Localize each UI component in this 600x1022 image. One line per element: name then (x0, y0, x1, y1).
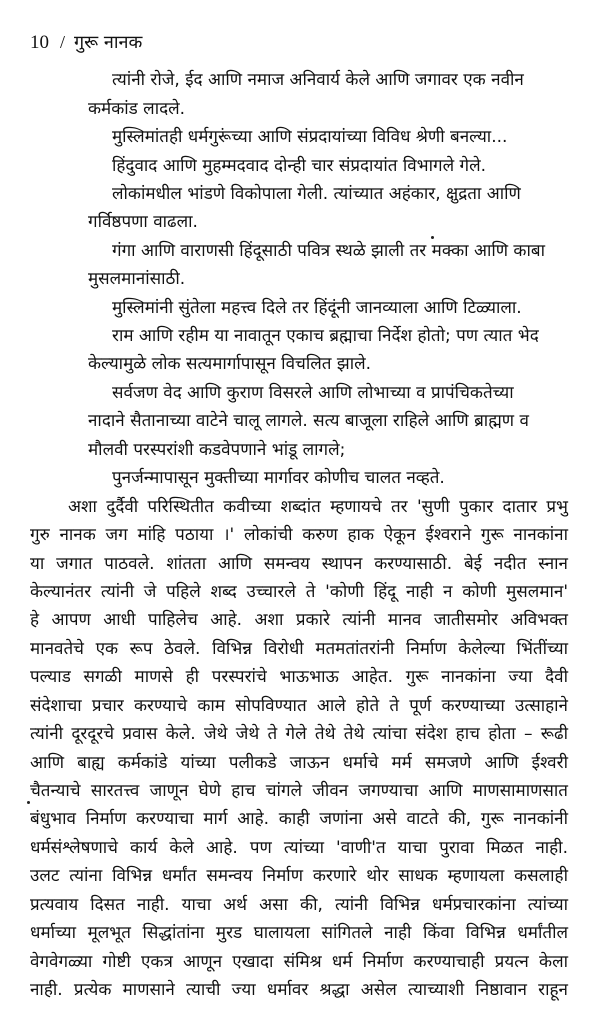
paragraph-line: बंधुभाव निर्माण करण्याचा मार्ग आहे. काही जणांना असे वाटते की, गुरू नानकांनी (30, 809, 568, 829)
paragraph-line: या जगात पाठवले. शांतता आणि समन्वय स्थापन करण्यासाठी. बेई नदीत स्नान (30, 554, 568, 574)
paragraph-line: गुरु नानक जग मांहि पठाया ।' लोकांची करुण हाक ऐकून ईश्वराने गुरू नानकांना (30, 525, 568, 545)
paragraph-line: धर्माच्या मूलभूत सिद्धांतांना मुरड घालायला सांगितले नाही किंवा विभिन्न धर्मांतील (30, 923, 568, 943)
paragraph-line: नाही. प्रत्येक माणसाने त्याची ज्या धर्मावर श्रद्धा असेल त्याच्याशी निष्ठावान राहून (30, 980, 568, 1000)
paragraph-line: वेगवेगळ्या गोष्टी एकत्र आणून एखादा संमिश्र धर्म निर्माण करण्याचाही प्रयत्न केला (30, 952, 568, 972)
paragraph-line: त्यांनी दूरदूरचे प्रवास केले. जेथे जेथे ते गेले तेथे तेथे त्यांचा संदेश हाच होता – रूढी (30, 724, 568, 744)
verse-line: राम आणि रहीम या नावातून एकाच ब्रह्माचा निर्देश होतो; पण त्यात भेद (112, 326, 539, 346)
header-separator: / (60, 32, 66, 52)
print-speck (27, 801, 30, 804)
paragraph-line: चैतन्याचे सारतत्त्व जाणून घेणे हाच चांगले जीवन जगण्याचा आणि माणसामाणसात (30, 781, 568, 801)
paragraph-line: उलट त्यांना विभिन्न धर्मांत समन्वय निर्माण करणारे थोर साधक म्हणायला कसलाही (30, 866, 568, 886)
paragraph-line: केल्यानंतर त्यांनी जे पहिले शब्द उच्चारले ते 'कोणी हिंदू नाही न कोणी मुसलमान' (30, 582, 568, 602)
verse-line: मुस्लिमांनी सुंतेला महत्त्व दिले तर हिंदूंनी जानव्याला आणि टिळ्याला. (112, 298, 522, 318)
book-title: गुरू नानक (74, 32, 143, 53)
print-speck (431, 236, 434, 239)
page-header (30, 31, 142, 54)
paragraph-line: प्रत्यवाय दिसत नाही. याचा अर्थ असा की, त्यांनी विभिन्न धर्मप्रचारकांना त्यांच्या (30, 895, 568, 915)
verse-line: लोकांमधील भांडणे विकोपाला गेली. त्यांच्यात अहंकार, क्षुद्रता आणि (112, 184, 521, 204)
verse-line: पुनर्जन्मापासून मुक्तीच्या मार्गावर कोणीच चालत नव्हते. (112, 468, 445, 488)
verse-line: मुसलमानांसाठी. (88, 269, 186, 289)
verse-line: त्यांनी रोजे, ईद आणि नमाज अनिवार्य केले आणि जगावर एक नवीन (112, 70, 524, 90)
verse-line: मुस्लिमांतही धर्मगुरूंच्या आणि संप्रदायांच्या विविध श्रेणी बनल्या... (112, 127, 508, 147)
paragraph-line: पल्याड सगळी माणसे ही परस्परांचे भाऊभाऊ आहेत. गुरू नानकांना ज्या दैवी (30, 667, 568, 687)
paragraph-line: संदेशाचा प्रचार करण्याचे काम सोपविण्यात आले होते ते पूर्ण करण्याच्या उत्साहाने (30, 696, 568, 716)
paragraph-line: आणि बाह्य कर्मकांडे यांच्या पलीकडे जाऊन धर्माचे मर्म समजणे आणि ईश्वरी (30, 753, 568, 773)
verse-line: सर्वजण वेद आणि कुराण विसरले आणि लोभाच्या व प्रापंचिकतेच्या (112, 383, 514, 403)
paragraph-line: मानवतेचे एक रूप ठेवले. विभिन्न विरोधी मतमतांतरांनी निर्माण केलेल्या भिंतींच्या (30, 639, 568, 659)
verse-line: गर्विष्ठपणा वाढला. (88, 212, 198, 232)
verse-line: नादाने सैतानाच्या वाटेने चालू लागले. सत्य बाजूला राहिले आणि ब्राह्मण व (88, 411, 529, 431)
paragraph-line: धर्मसंश्लेषणाचे कार्य केले आहे. पण त्यांच्या 'वाणी'त याचा पुरावा मिळत नाही. (30, 838, 568, 858)
verse-line: गंगा आणि वाराणसी हिंदूसाठी पवित्र स्थळे झाली तर मक्का आणि काबा (112, 241, 545, 261)
verse-line: कर्मकांड लादले. (88, 99, 186, 119)
paragraph-line: हे आपण आधी पाहिलेच आहे. अशा प्रकारे त्यांनी मानव जातीसमोर अविभक्त (30, 610, 568, 630)
page-number: 10 (30, 32, 49, 53)
verse-line: हिंदुवाद आणि मुहम्मदवाद दोन्ही चार संप्रदायांत विभागले गेले. (112, 156, 487, 176)
verse-line: केल्यामुळे लोक सत्यमार्गापासून विचलित झाले. (88, 354, 372, 374)
verse-line: मौलवी परस्परांशी कडवेपणाने भांडू लागले; (88, 440, 346, 460)
paragraph-line: अशा दुर्दैवी परिस्थितीत कवीच्या शब्दांत म्हणायचे तर 'सुणी पुकार दातार प्रभु (68, 497, 568, 517)
